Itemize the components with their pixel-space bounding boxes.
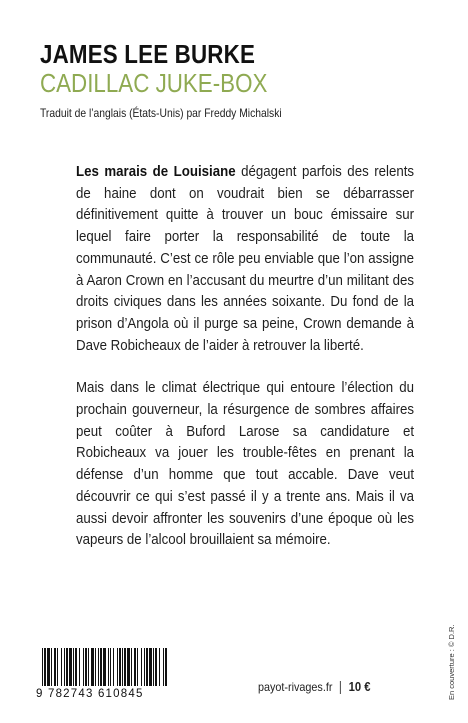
- book-price: 10 €: [348, 680, 371, 694]
- blurb-paragraph-1-text: dégagent parfois des relents de haine dont on voudrait bien se débarrasser définitivement quitte à trouver un bouc émissaire sur lequel faire porter la responsabilité de toute la communauté. C’est ce rôle peu enviable que l’on assigne à Aaron Crown en l’accusant du meurtre d’un militant des droits civiques dans les années soixante. Du fond de la prison d’Angola où il purge sa peine, Crown demande à Dave Robicheaux de l’aider à retrouver la liberté.: [76, 163, 415, 354]
- footer-divider: [340, 681, 341, 694]
- publisher-website: payot-rivages.fr: [258, 680, 333, 694]
- blurb-paragraph-1: [76, 161, 414, 356]
- blurb-paragraph-2: Mais dans le climat électrique qui entoure l’élection du prochain gouverneur, la résurgence de sombres affaires peut coûter à Buford Larose sa candidature et Robicheaux va jouer les trouble-fêtes en prenant la défense d’un homme que tout accable. Dave veut découvrir ce qui s’est passé il y a trente ans. Mais il va aussi devoir affronter les souvenirs d’une époque où les vapeurs de l’alcool brouillaient sa mémoire.: [76, 379, 415, 549]
- barcode-number: 9 782743 610845: [36, 688, 144, 700]
- footer-info: [258, 679, 371, 695]
- author-name: JAMES LEE BURKE: [40, 39, 256, 69]
- translator-credit: Traduit de l’anglais (États-Unis) par Freddy Michalski: [40, 106, 282, 120]
- barcode-bars: [36, 648, 171, 686]
- book-title: CADILLAC JUKE-BOX: [40, 68, 268, 98]
- back-cover-blurb: [76, 161, 414, 551]
- blurb-lead: Les marais de Louisiane: [76, 163, 236, 180]
- cover-credit: En couverture : © D.R.: [447, 624, 456, 700]
- isbn-barcode: [36, 648, 171, 701]
